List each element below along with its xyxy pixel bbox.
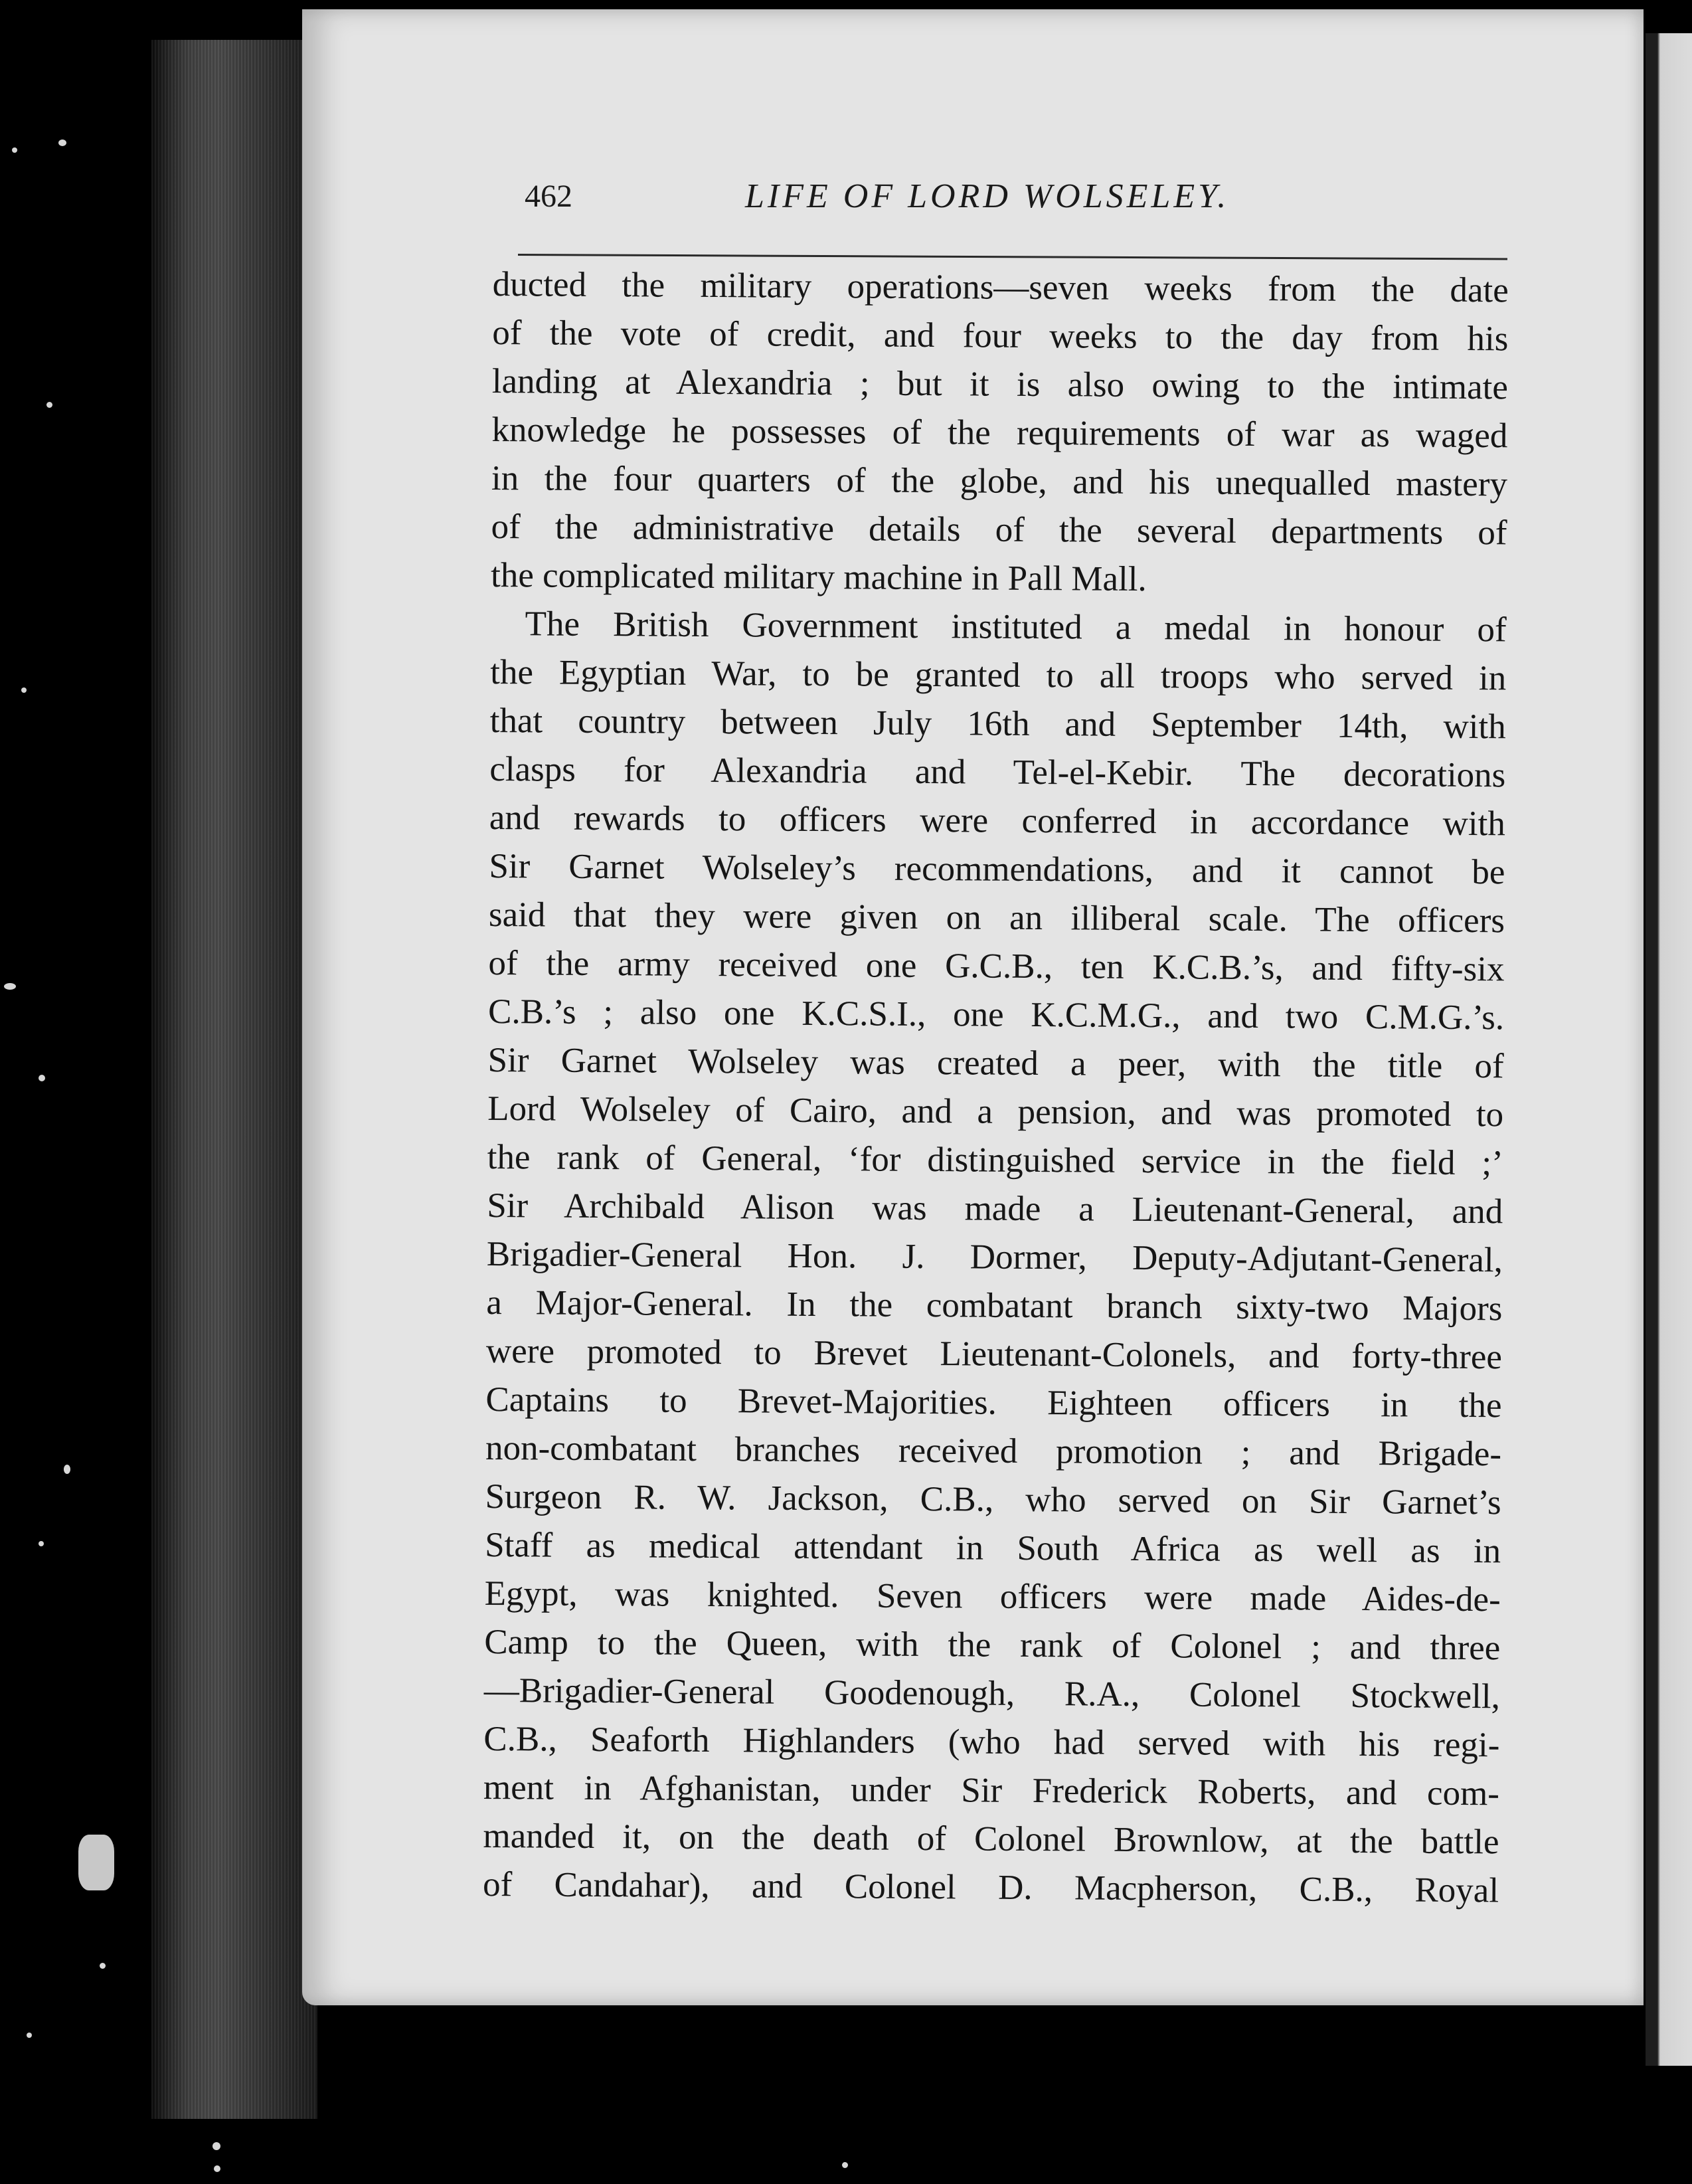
text-line: Sir Garnet Wolseley’s recommendations, and it cannot be <box>489 846 1505 892</box>
dust-speck <box>214 2165 220 2172</box>
dust-speck <box>100 1963 106 1969</box>
text-line: of the vote of credit, and four weeks to the day from his <box>492 313 1509 359</box>
text-line: of Candahar), and Colonel D. Macpherson, C.B., Royal <box>482 1865 1499 1910</box>
text-line: Sir Garnet Wolseley was created a peer, with the title of <box>487 1040 1504 1086</box>
body-text <box>483 260 1509 1915</box>
text-line: Surgeon R. W. Jackson, C.B., who served on Sir Garnet’s <box>485 1477 1501 1522</box>
text-line: the Egyptian War, to be granted to all troops who served in <box>490 652 1507 698</box>
adjacent-page-edge <box>1646 33 1692 2066</box>
dust-speck <box>46 402 52 408</box>
dust-speck <box>12 147 17 153</box>
text-line: that country between July 16th and September 14th, with <box>489 701 1506 747</box>
dust-speck <box>39 1541 44 1546</box>
dust-speck <box>842 2162 848 2168</box>
text-line: Sir Archibald Alison was made a Lieutenant-General, and <box>487 1186 1503 1231</box>
text-line: C.B., Seaforth Highlanders (who had served with his regi- <box>483 1719 1500 1765</box>
text-line: Camp to the Queen, with the rank of Colonel ; and three <box>484 1622 1501 1668</box>
dust-speck <box>58 139 66 146</box>
dust-speck <box>21 687 27 693</box>
text-line: Brigadier-General Hon. J. Dormer, Deputy-Adjutant-General, <box>486 1234 1503 1280</box>
text-line: landing at Alexandria ; but it is also owing to the intimate <box>491 361 1509 407</box>
dust-speck <box>64 1465 70 1474</box>
text-line: of the army received one G.C.B., ten K.C.B.’s, and fifty-six <box>488 943 1505 989</box>
text-line: a Major-General. In the combatant branch sixty-two Majors <box>486 1283 1503 1328</box>
dust-speck <box>78 1835 114 1890</box>
dust-speck <box>27 2033 32 2038</box>
text-line: —Brigadier-General Goodenough, R.A., Colonel Stockwell, <box>483 1671 1500 1716</box>
text-line: the rank of General, ‘for distinguished service in the field ;’ <box>487 1137 1503 1183</box>
page-number: 462 <box>525 179 572 214</box>
text-line: manded it, on the death of Colonel Brownlow, at the battle <box>483 1816 1499 1862</box>
text-line: ment in Afghanistan, under Sir Frederick Roberts, and com- <box>483 1768 1500 1813</box>
dust-speck <box>4 983 16 990</box>
text-line: ducted the military operations—seven weeks from the date <box>492 264 1509 310</box>
text-line: Captains to Brevet-Majorities. Eighteen officers in the <box>485 1380 1502 1425</box>
text-line: Lord Wolseley of Cairo, and a pension, and was promoted to <box>487 1089 1504 1135</box>
text-line: in the four quarters of the globe, and his unequalled mastery <box>491 458 1508 504</box>
text-line: the complicated military machine in Pall Mall. <box>490 555 1147 599</box>
text-line: were promoted to Brevet Lieutenant-Colonels, and forty-three <box>485 1331 1503 1377</box>
book-page-edge <box>151 40 317 2119</box>
text-line: non-combatant branches received promotion ; and Brigade- <box>485 1428 1502 1474</box>
dust-speck <box>39 1075 45 1081</box>
text-line: clasps for Alexandria and Tel-el-Kebir. The decorations <box>489 749 1506 795</box>
dust-speck <box>212 2142 220 2150</box>
text-line: Staff as medical attendant in South Africa as well as in <box>485 1525 1501 1571</box>
running-head: LIFE OF LORD WOLSELEY. <box>745 177 1230 215</box>
text-line: Egypt, was knighted. Seven officers were made Aides-de- <box>484 1574 1501 1619</box>
text-line: The British Government instituted a medal in honour of <box>525 604 1507 650</box>
text-line: of the administrative details of the several departments of <box>491 507 1507 553</box>
text-line: and rewards to officers were conferred in accordance with <box>489 798 1506 844</box>
text-line: said that they were given on an illiberal scale. The officers <box>488 895 1505 941</box>
text-line: C.B.’s ; also one K.C.S.I., one K.C.M.G., and two C.M.G.’s. <box>487 992 1505 1038</box>
text-line: knowledge he possesses of the requirements of war as waged <box>491 410 1508 456</box>
page-header <box>525 174 1321 227</box>
